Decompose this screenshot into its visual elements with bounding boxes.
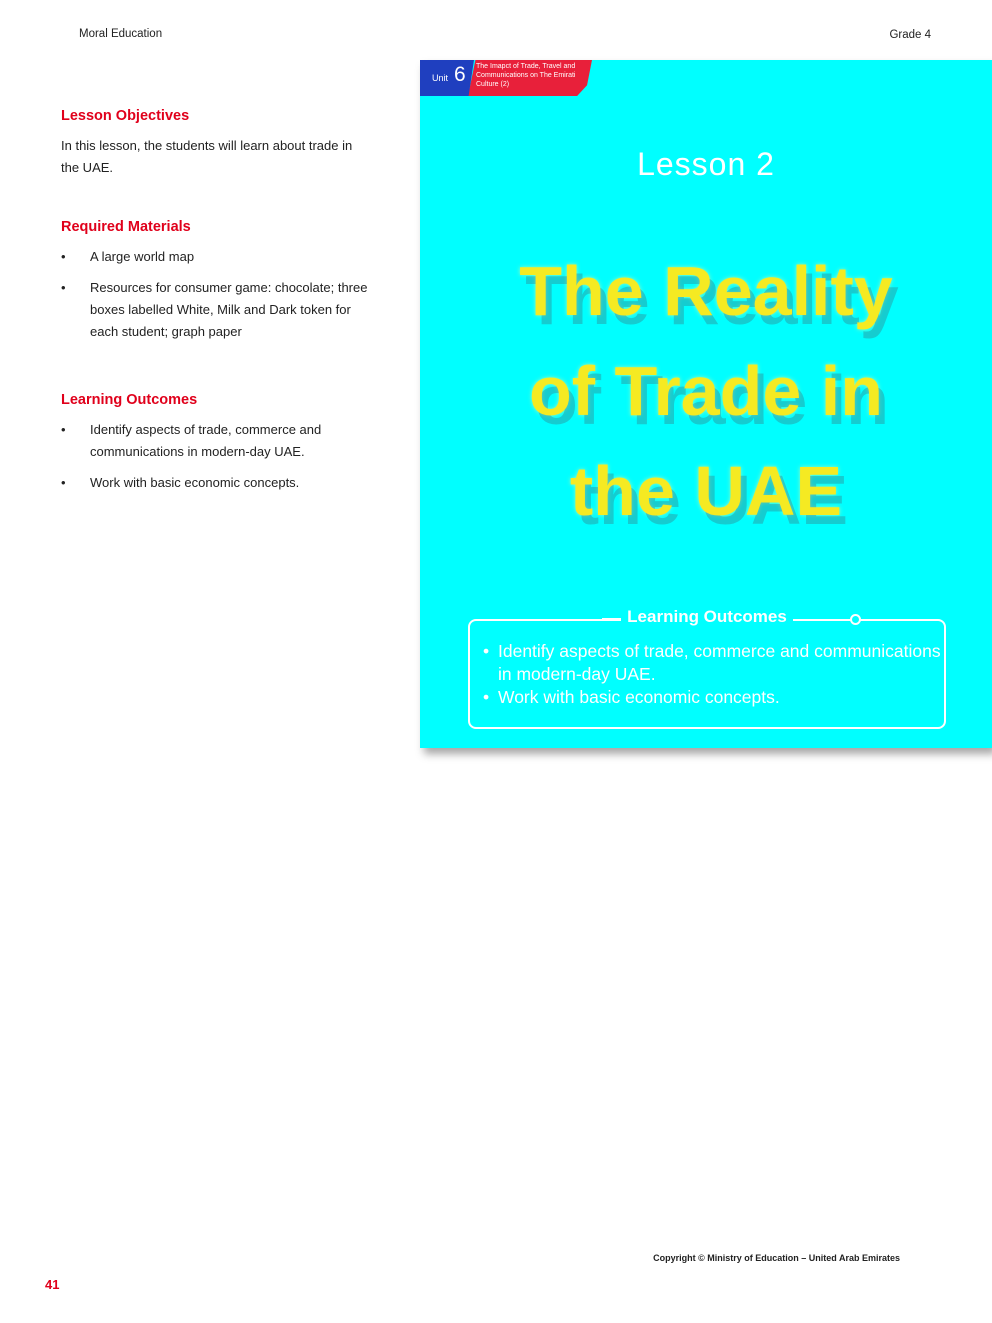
list-item: • A large world map bbox=[61, 246, 380, 268]
list-item: • Identify aspects of trade, commerce and communications in modern-day UAE. bbox=[61, 419, 380, 463]
list-item: • Work with basic economic concepts. bbox=[483, 687, 780, 707]
unit-number: 6 bbox=[454, 63, 466, 86]
bullet-icon: • bbox=[61, 475, 66, 490]
unit-tag bbox=[420, 60, 595, 98]
list-item: • Identify aspects of trade, commerce and communications in modern-day UAE. bbox=[483, 641, 941, 684]
bullet-icon: • bbox=[483, 687, 490, 707]
required-materials-list bbox=[61, 246, 391, 343]
learning-outcomes-box-header bbox=[468, 606, 946, 630]
lesson-cover-panel bbox=[420, 60, 992, 748]
bullet-icon: • bbox=[483, 641, 490, 661]
required-materials-heading: Required Materials bbox=[61, 219, 191, 235]
header-grade: Grade 4 bbox=[889, 29, 931, 41]
unit-word: Unit bbox=[432, 73, 449, 83]
bullet-icon: • bbox=[61, 249, 66, 264]
lesson-title bbox=[440, 241, 972, 541]
lesson-objectives-heading: Lesson Objectives bbox=[61, 108, 190, 124]
lesson-title-line: the UAE bbox=[569, 452, 843, 530]
lesson-label: Lesson 2 bbox=[637, 146, 775, 182]
copyright-notice: Copyright © Ministry of Education – United Arab Emirates bbox=[653, 1253, 900, 1263]
bullet-icon: • bbox=[61, 280, 66, 295]
learning-outcomes-list bbox=[61, 419, 391, 494]
list-item: • Resources for consumer game: chocolate; three boxes labelled White, Milk and Dark token for each student; graph paper bbox=[61, 277, 380, 343]
lesson-title-line: of Trade in bbox=[529, 352, 883, 430]
list-item: • Work with basic economic concepts. bbox=[61, 472, 380, 494]
ring-icon bbox=[850, 614, 861, 625]
header-subject: Moral Education bbox=[79, 28, 163, 40]
panel-outcomes-list bbox=[483, 640, 943, 709]
learning-outcomes-box-title: Learning Outcomes bbox=[621, 607, 793, 627]
teacher-notes-column bbox=[61, 108, 391, 503]
learning-outcomes-heading: Learning Outcomes bbox=[61, 392, 198, 408]
lesson-title-line: The Reality bbox=[519, 252, 893, 330]
bullet-icon: • bbox=[61, 422, 66, 437]
page-number: 41 bbox=[45, 1277, 60, 1292]
lesson-objectives-text: In this lesson, the students will learn about trade in the UAE. bbox=[61, 138, 353, 175]
unit-title: The Imapct of Trade, Travel and Communications on The Emirati Culture (2) bbox=[476, 63, 576, 88]
